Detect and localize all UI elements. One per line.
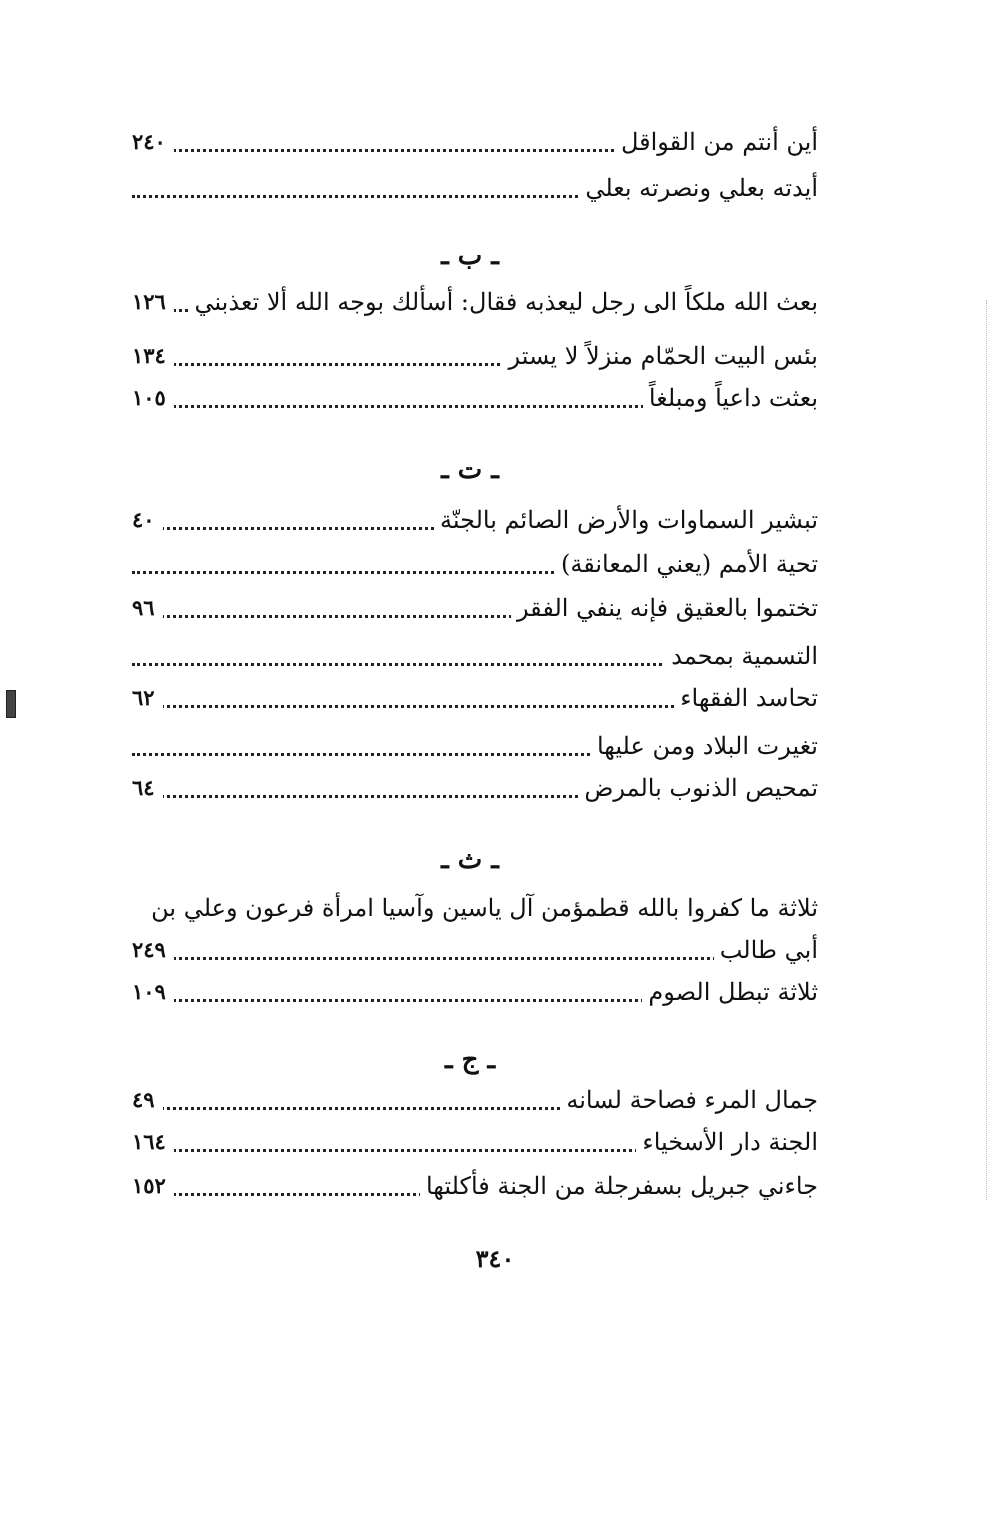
- entry-title: تغيرت البلاد ومن عليها: [591, 728, 818, 764]
- scan-mark: [6, 690, 16, 718]
- entry-page-number: ١٦٤: [132, 1124, 174, 1160]
- entry-page-number: ١٠٥: [132, 380, 174, 416]
- index-entry: [132, 974, 818, 1014]
- entry-page-number: ١٥٢: [132, 1168, 174, 1204]
- index-entry: [132, 590, 818, 630]
- index-entry: [132, 1124, 818, 1164]
- index-entry: [132, 124, 818, 164]
- entry-title: بعثت داعياً ومبلغاً: [643, 380, 818, 416]
- section-heading: ـ ت ـ: [441, 455, 499, 485]
- index-entry: [132, 170, 818, 210]
- section-heading: ـ ج ـ: [444, 1045, 496, 1075]
- entry-page-number: ٢٤٩: [132, 932, 174, 968]
- index-entry: [132, 932, 818, 972]
- entry-page-number: ٤٠: [132, 502, 163, 538]
- entry-title: بئس البيت الحمّام منزلاً لا يستر: [502, 338, 818, 374]
- entry-title: تبشير السماوات والأرض الصائم بالجنّة: [434, 502, 818, 538]
- entry-title: تختموا بالعقيق فإنه ينفي الفقر: [511, 590, 818, 626]
- page-edge-dots: [986, 300, 988, 1200]
- entry-title: تحاسد الفقهاء: [674, 680, 818, 716]
- entry-title: أين أنتم من القواقل: [615, 124, 818, 160]
- entry-page-number: ٤٩: [132, 1082, 163, 1118]
- entry-title: أيدته بعلي ونصرته بعلي: [579, 170, 818, 206]
- entry-page-number: ٩٦: [132, 590, 163, 626]
- entry-title: الجنة دار الأسخياء: [636, 1124, 818, 1160]
- entry-title: أبي طالب: [714, 932, 818, 968]
- entry-page-number: ٦٤: [132, 770, 163, 806]
- index-entry: [132, 546, 818, 586]
- entry-page-number: ١٣٤: [132, 338, 174, 374]
- index-entry: [132, 284, 818, 324]
- entry-title: بعث الله ملكاً الى رجل ليعذبه فقال: أسألك بوجه الله ألا تعذبني: [188, 284, 818, 320]
- section-heading: ـ ث ـ: [441, 845, 499, 875]
- entry-title: التسمية بمحمد: [665, 638, 818, 674]
- index-entry: [132, 638, 818, 678]
- entry-title: جاءني جبريل بسفرجلة من الجنة فأكلتها: [420, 1168, 818, 1204]
- index-entry: [132, 1168, 818, 1208]
- index-entry: [132, 770, 818, 810]
- entry-title: جمال المرء فصاحة لسانه: [560, 1082, 818, 1118]
- index-entry: [132, 502, 818, 542]
- entry-page-number: ٢٤٠: [132, 124, 174, 160]
- entry-title: تمحيص الذنوب بالمرض: [578, 770, 818, 806]
- page-number: ٣٤٠: [475, 1244, 515, 1273]
- entry-title: تحية الأمم (يعني المعانقة): [555, 546, 818, 582]
- entry-page-number: ٦٢: [132, 680, 163, 716]
- section-heading: ـ ب ـ: [441, 241, 499, 271]
- entry-first-line: ثلاثة ما كفروا بالله قطمؤمن آل ياسين وآسيا امرأة فرعون وعلي بن: [151, 894, 818, 922]
- index-entry: [132, 1082, 818, 1122]
- index-entry: [132, 680, 818, 720]
- index-entry: [132, 380, 818, 420]
- index-entry: [132, 728, 818, 768]
- entry-title: ثلاثة تبطل الصوم: [642, 974, 818, 1010]
- entry-page-number: ١٠٩: [132, 974, 174, 1010]
- entry-page-number: ١٢٦: [132, 284, 174, 320]
- index-entry: [132, 338, 818, 378]
